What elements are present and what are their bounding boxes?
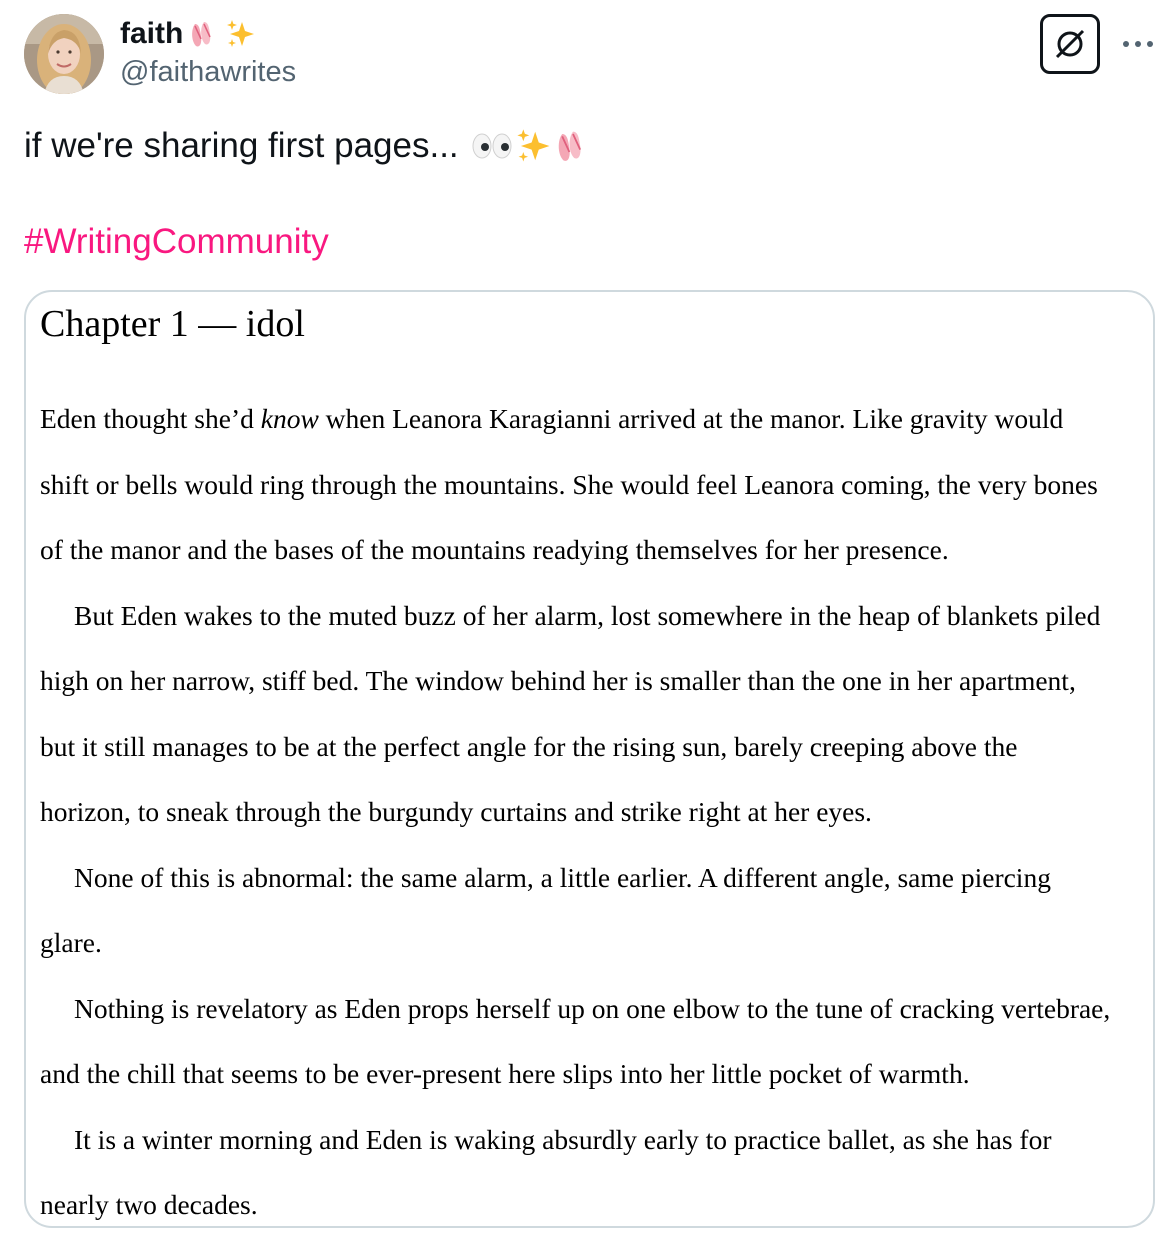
text-line: nearly two decades. xyxy=(40,1189,258,1220)
tweet-text xyxy=(24,124,591,168)
profile-photo-icon xyxy=(24,14,104,94)
eyes-emoji-icon xyxy=(471,128,513,164)
grok-icon xyxy=(1052,26,1088,62)
sparkles-emoji-icon xyxy=(515,127,553,165)
display-name[interactable] xyxy=(120,16,296,52)
text-line: and the chill that seems to be ever-present here slips into her little pocket of warmth. xyxy=(40,1058,970,1089)
text-line: glare. xyxy=(40,927,102,958)
text-line: high on her narrow, stiff bed. The window behind her is smaller than the one in her apartment, xyxy=(40,665,1076,696)
ballet-shoes-emoji-icon xyxy=(555,128,591,164)
more-options-button[interactable] xyxy=(1120,26,1156,62)
text-line: of the manor and the bases of the mountains readying themselves for her presence. xyxy=(40,534,949,565)
text-line: But Eden wakes to the muted buzz of her alarm, lost somewhere in the heap of blankets piled xyxy=(74,599,1101,631)
page-body xyxy=(40,386,1152,1228)
chapter-title: Chapter 1 — idol xyxy=(40,303,305,345)
text-line-start: Eden thought she’d xyxy=(40,403,261,434)
tweet-header xyxy=(24,14,1154,96)
text-line xyxy=(40,386,1152,452)
tweet-emojis xyxy=(471,127,591,165)
tweet-body: if we're sharing first pages... xyxy=(24,126,459,165)
text-line: shift or bells would ring through the mountains. She would feel Leanora coming, the very bones xyxy=(40,468,1098,500)
hashtag-link[interactable]: #WritingCommunity xyxy=(24,222,329,261)
sparkles-emoji-icon xyxy=(225,18,257,50)
text-line: horizon, to sneak through the burgundy curtains and strike right at her eyes. xyxy=(40,796,872,827)
media-image[interactable] xyxy=(24,290,1155,1228)
more-icon xyxy=(1122,40,1154,48)
text-line: but it still manages to be at the perfect angle for the rising sun, barely creeping above the xyxy=(40,730,1018,762)
user-handle[interactable]: @faithawrites xyxy=(120,56,297,88)
text-line: None of this is abnormal: the same alarm, a little earlier. A different angle, same piercing xyxy=(74,861,1051,893)
ballet-shoes-emoji-icon xyxy=(189,19,219,49)
grok-button[interactable] xyxy=(1040,14,1100,74)
text-line: It is a winter morning and Eden is waking absurdly early to practice ballet, as she has for xyxy=(74,1123,1052,1155)
text-line-end: when Leanora Karagianni arrived at the manor. Like gravity would xyxy=(318,403,1064,434)
emphasis-text: know xyxy=(260,403,319,434)
avatar[interactable] xyxy=(24,14,104,94)
text-line: Nothing is revelatory as Eden props herself up on one elbow to the tune of cracking vertebrae, xyxy=(74,992,1111,1024)
display-name-text[interactable]: faith xyxy=(120,17,184,50)
